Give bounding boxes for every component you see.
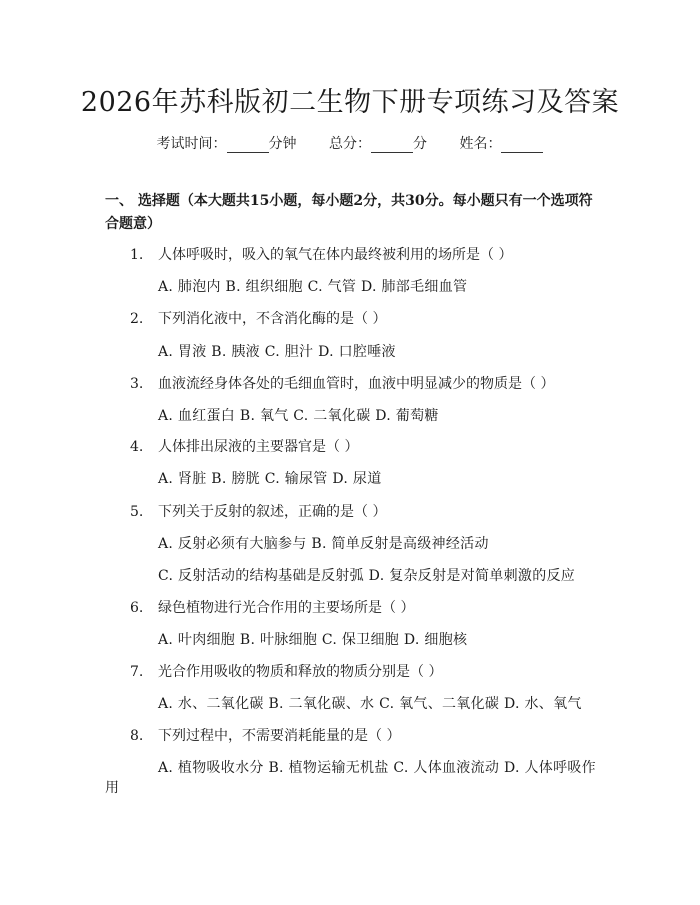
question-5-options-line-2: C. 反射活动的结构基础是反射弧 D. 复杂反射是对简单刺激的反应 [158,568,576,584]
question-text: 血液流经身体各处的毛细血管时，血液中明显减少的物质是（ ） [158,376,555,392]
question-6-options: A. 叶肉细胞 B. 叶脉细胞 C. 保卫细胞 D. 细胞核 [158,632,468,648]
score-field [329,136,427,152]
time-unit: 分钟 [268,136,297,152]
section-heading: 一、 选择题（本大题共15小题，每小题2分，共30分。每小题只有一个选项符合题意） [105,193,593,232]
question-1-options: A. 肺泡内 B. 组织细胞 C. 气管 D. 肺部毛细血管 [158,279,468,295]
question-text: 下列消化液中，不含消化酶的是（ ） [158,311,387,327]
question-number: 1. [130,247,144,263]
question-6 [130,597,414,617]
page-title: 2026年苏科版初二生物下册专项练习及答案 [80,87,620,118]
question-number: 6. [130,600,144,616]
question-number: 3. [130,376,144,392]
question-2 [130,308,386,328]
question-text: 人体排出尿液的主要器官是（ ） [158,439,359,455]
question-8-options-wrap: 用 [105,780,119,796]
question-7-options: A. 水、二氧化碳 B. 二氧化碳、水 C. 氧气、二氧化碳 D. 水、氧气 [158,696,582,712]
question-text: 下列关于反射的叙述，正确的是（ ） [158,504,387,520]
exam-meta-line [0,133,700,153]
question-4-options: A. 肾脏 B. 膀胱 C. 输尿管 D. 尿道 [158,471,382,487]
question-number: 5. [130,504,144,520]
question-2-options: A. 胃液 B. 胰液 C. 胆汁 D. 口腔唾液 [158,344,396,360]
name-label: 姓名： [459,136,502,152]
question-8 [130,725,400,745]
question-number: 8. [130,728,144,744]
name-field [459,136,543,152]
question-number: 4. [130,439,144,455]
question-8-options: A. 植物吸收水分 B. 植物运输无机盐 C. 人体血液流动 D. 人体呼吸作 [158,760,596,776]
question-4 [130,436,358,456]
question-number: 7. [130,664,144,680]
score-label: 总分： [329,136,371,152]
question-text: 光合作用吸收的物质和释放的物质分别是（ ） [158,664,443,680]
question-text: 下列过程中，不需要消耗能量的是（ ） [158,728,401,744]
time-label: 考试时间： [156,136,227,152]
question-3 [130,373,554,393]
question-number: 2. [130,311,144,327]
score-unit: 分 [413,136,427,152]
time-blank [227,137,269,153]
question-text: 人体呼吸时，吸入的氧气在体内最终被利用的场所是（ ） [158,247,513,263]
question-5-options-line-1: A. 反射必须有大脑参与 B. 简单反射是高级神经活动 [158,536,489,552]
question-5 [130,501,386,521]
question-1 [130,244,512,264]
question-3-options: A. 血红蛋白 B. 氧气 C. 二氧化碳 D. 葡萄糖 [158,408,439,424]
time-field [157,136,297,152]
question-7 [130,661,442,681]
name-blank [501,137,543,153]
question-text: 绿色植物进行光合作用的主要场所是（ ） [158,600,415,616]
score-blank [371,137,413,153]
